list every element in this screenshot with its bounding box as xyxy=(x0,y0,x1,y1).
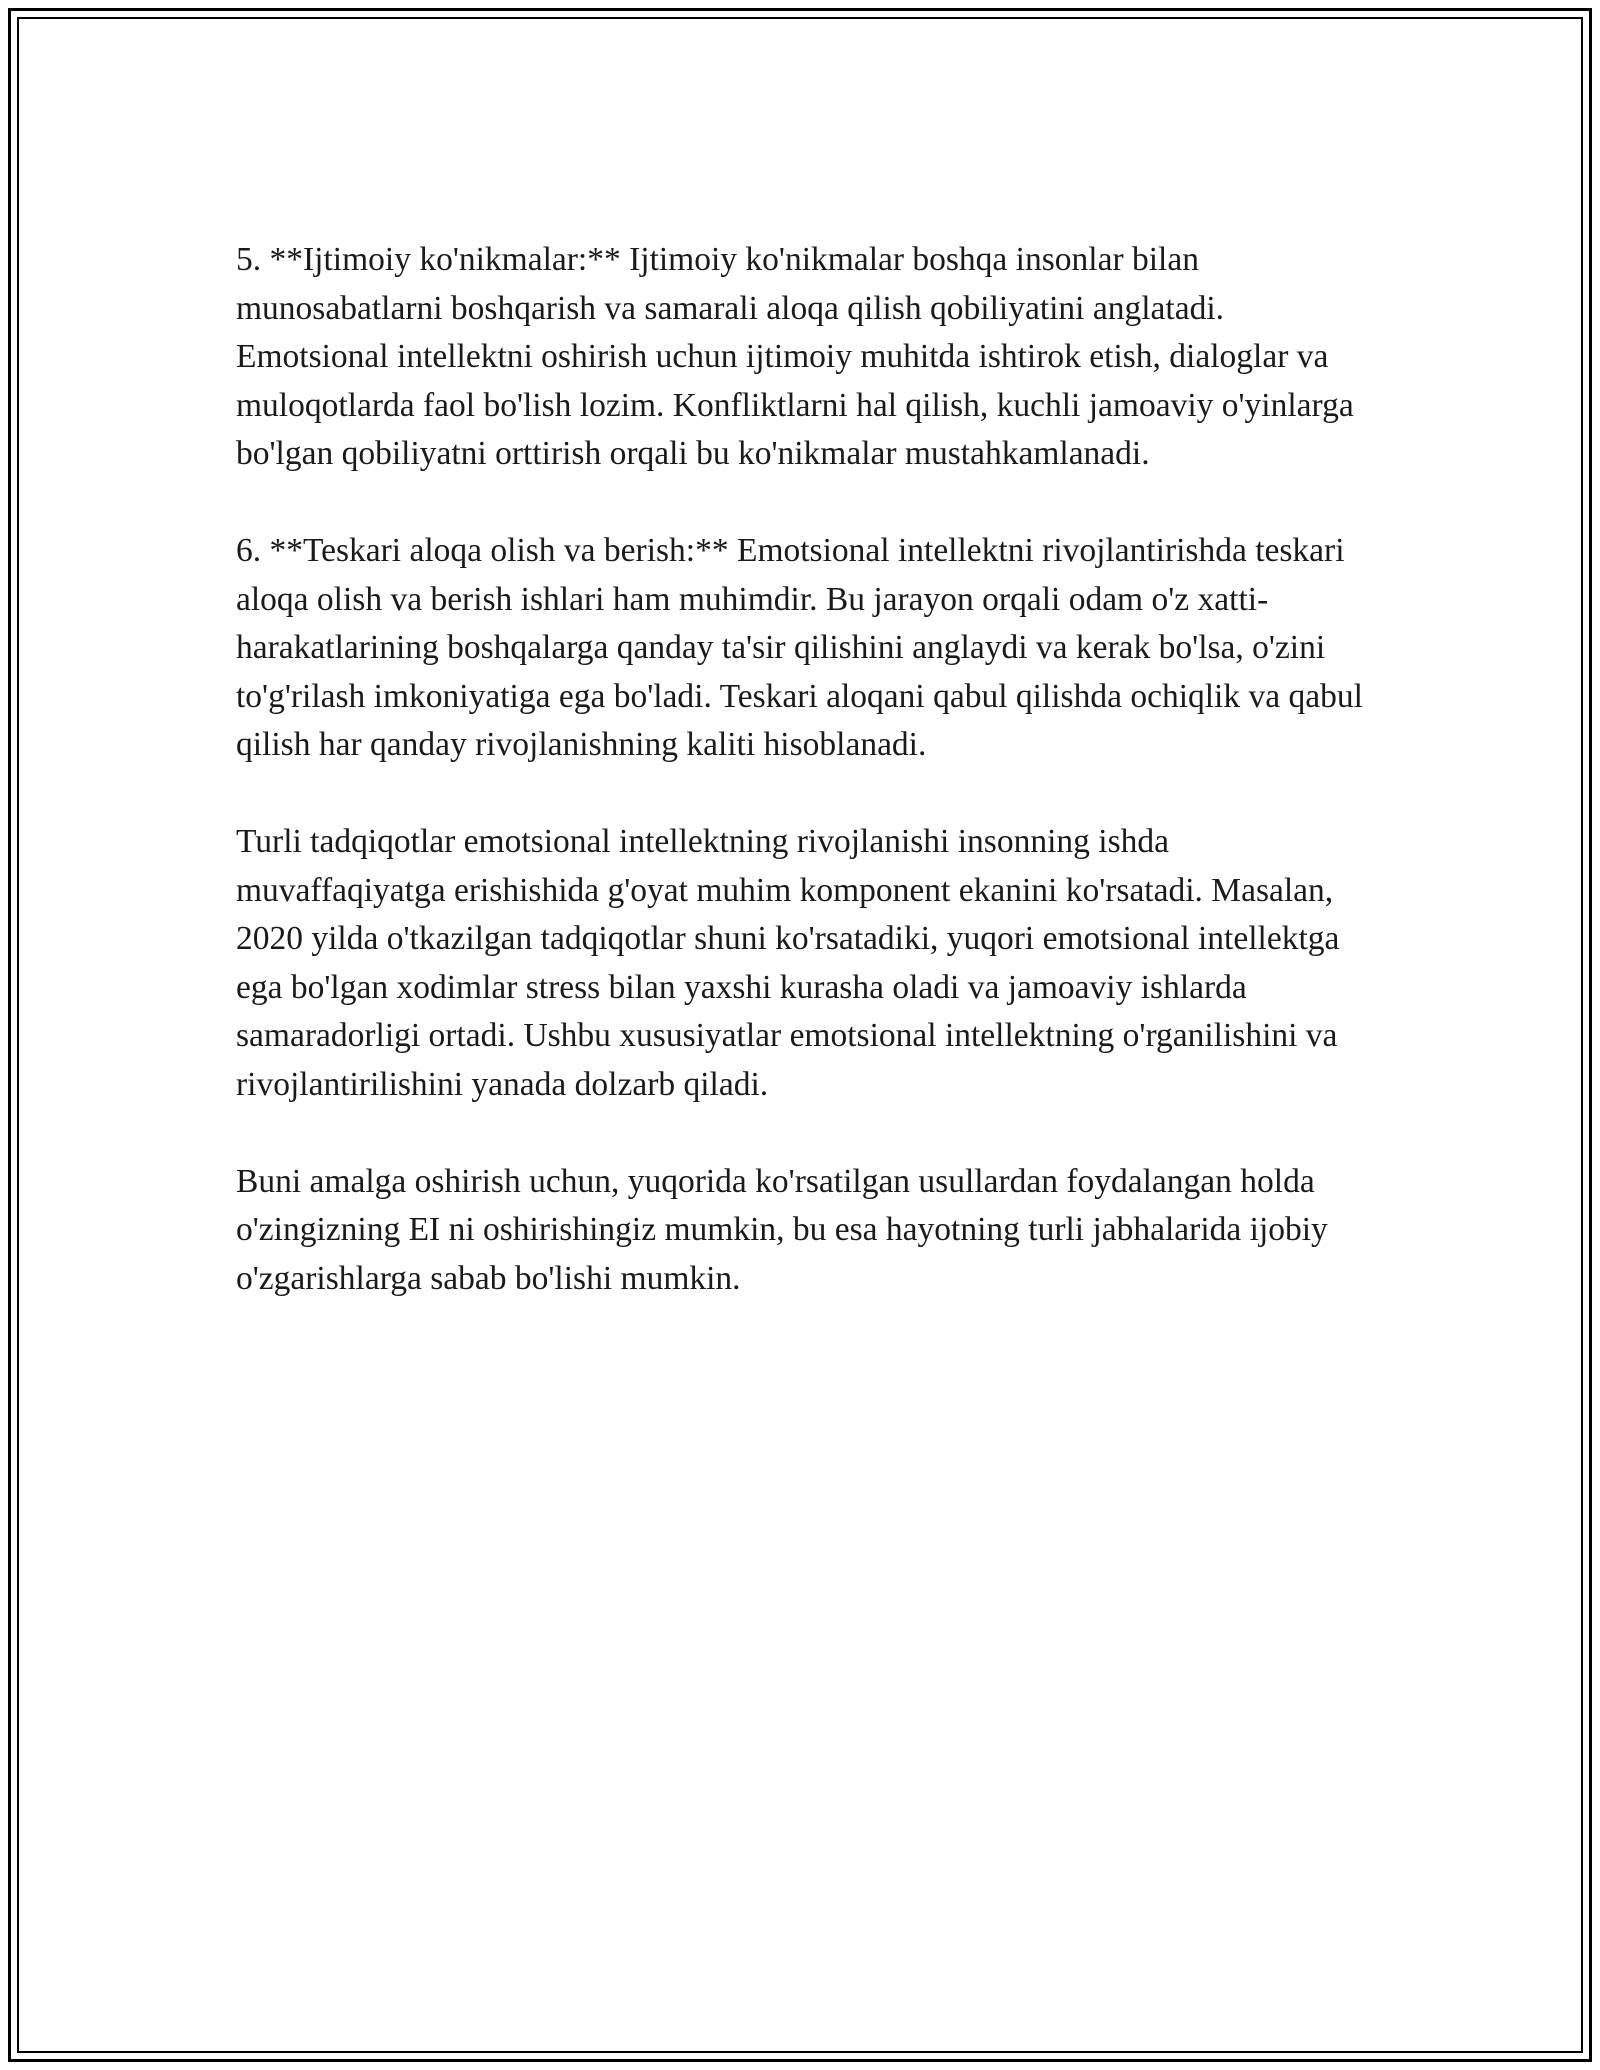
paragraph-conclusion: Buni amalga oshirish uchun, yuqorida ko'rsatilgan usullardan foydalangan holda o'zingizning EI ni oshirishingiz mumkin, bu esa hayotning turli jabhalarida ijobiy o'zgarishlarga sabab bo'lishi mumkin. xyxy=(236,1162,1328,1297)
paragraph-social-skills: 5. **Ijtimoiy ko'nikmalar:** Ijtimoiy ko'nikmalar boshqa insonlar bilan munosabatlarni boshqarish va samarali aloqa qilish qobiliyatini anglatadi. Emotsional intellektni oshirish uchun ijtimoiy muhitda ishtirok etish, dialoglar va muloqotlarda faol bo'lish lozim. Konfliktlarni hal qilish, kuchli jamoaviy o'yinlarga bo'lgan qobiliyatni orttirish orqali bu ko'nikmalar mustahkamlanadi. xyxy=(236,241,1354,472)
paragraph-research: Turli tadqiqotlar emotsional intellektning rivojlanishi insonning ishda muvaffaqiyatga erishishida g'oyat muhim komponent ekanini ko'rsatadi. Masalan, 2020 yilda o'tkazilgan tadqiqotlar shuni ko'rsatadiki, yuqori emotsional intellektga ega bo'lgan xodimlar stress bilan yaxshi kurasha oladi va jamoaviy ishlarda samaradorligi ortadi. Ushbu xususiyatlar emotsional intellektning o'rganilishini va rivojlantirilishini yanada dolzarb qiladi. xyxy=(236,823,1340,1103)
document-body xyxy=(236,236,1376,1352)
paragraph-feedback: 6. **Teskari aloqa olish va berish:** Emotsional intellektni rivojlantirishda teskari aloqa olish va berish ishlari ham muhimdir. Bu jarayon orqali odam o'z xatti-harakatlarining boshqalarga qanday ta'sir qilishini anglaydi va kerak bo'lsa, o'zini to'g'rilash imkoniyatiga ega bo'ladi. Teskari aloqani qabul qilishda ochiqlik va qabul qilish har qanday rivojlanishning kaliti hisoblanadi. xyxy=(236,532,1363,763)
